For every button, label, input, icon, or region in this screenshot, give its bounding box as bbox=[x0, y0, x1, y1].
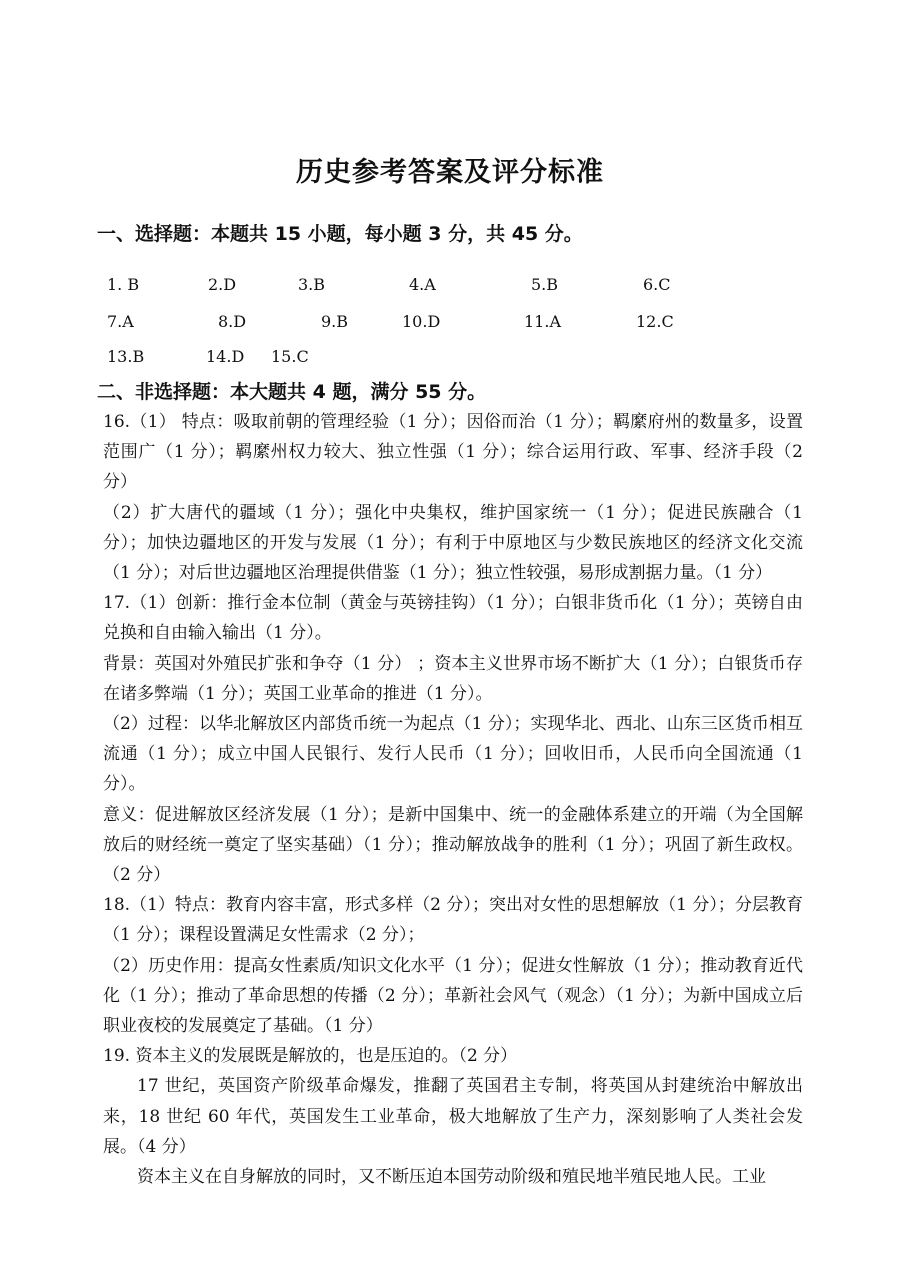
answer-item: 14.D bbox=[206, 347, 245, 366]
answer-item: 11.A bbox=[524, 312, 561, 331]
answer-paragraph-19-thesis: 19. 资本主义的发展既是解放的，也是压迫的。（2 分） bbox=[103, 1046, 518, 1067]
answer-item: 4.A bbox=[409, 275, 436, 294]
section-heading-non-choice: 二、非选择题：本大题共 4 题，满分 55 分。 bbox=[97, 381, 487, 403]
answer-paragraph-17-background: 背景：英国对外殖民扩张和争夺（1 分） ；资本主义世界市场不断扩大（1 分）；白银货币存在诸多弊端（1 分）；英国工业革命的推进（1 分）。 bbox=[103, 653, 803, 704]
answer-item: 10.D bbox=[402, 312, 441, 331]
page-title: 历史参考答案及评分标准 bbox=[296, 157, 604, 188]
answer-item: 8.D bbox=[218, 312, 247, 331]
answer-paragraph-17-1: 17.（1）创新：推行金本位制（黄金与英镑挂钩）（1 分）；白银非货币化（1 分）；英镑自由兑换和自由输入输出（1 分）。 bbox=[103, 593, 803, 644]
answer-item: 7.A bbox=[107, 312, 134, 331]
answer-item: 13.B bbox=[107, 347, 145, 366]
answer-item: 12.C bbox=[636, 312, 674, 331]
answer-item: 6.C bbox=[643, 275, 671, 294]
answer-item: 2.D bbox=[208, 275, 237, 294]
section-heading-multiple-choice: 一、选择题：本题共 15 小题，每小题 3 分，共 45 分。 bbox=[97, 223, 583, 245]
answer-paragraph-17-significance: 意义：促进解放区经济发展（1 分）；是新中国集中、统一的金融体系建立的开端（为全国解放后的财经统一奠定了坚实基础）（1 分）；推动解放战争的胜利（1 分）；巩固了新生政权。（2 分） bbox=[103, 804, 803, 886]
answer-paragraph-19-liberation: 17 世纪，英国资产阶级革命爆发，推翻了英国君主专制，将英国从封建统治中解放出来，18 世纪 60 年代，英国发生工业革命，极大地解放了生产力，深刻影响了人类社会发展。（4 分） bbox=[103, 1076, 803, 1157]
answer-item: 1. B bbox=[107, 275, 140, 294]
answer-paragraph-18-2: （2）历史作用：提高女性素质/知识文化水平（1 分）；促进女性解放（1 分）；推动教育近代化（1 分）；推动了革命思想的传播（2 分）；革新社会风气（观念）（1 分）；为新中国成立后职业夜校的发展奠定了基础。（1 分） bbox=[103, 955, 803, 1037]
answer-paragraph-16-2: （2）扩大唐代的疆域（1 分）；强化中央集权，维护国家统一（1 分）；促进民族融合（1 分）；加快边疆地区的开发与发展（1 分）；有利于中原地区与少数民族地区的经济文化交流（1 分）；对后世边疆地区治理提供借鉴（1 分）；独立性较强，易形成割据力量。（1 分） bbox=[103, 502, 803, 584]
answer-item: 3.B bbox=[298, 275, 326, 294]
answer-paragraph-17-2: （2）过程：以华北解放区内部货币统一为起点（1 分）；实现华北、西北、山东三区货币相互流通（1 分）；成立中国人民银行、发行人民币（1 分）；回收旧币，人民币向全国流通（1 分）。 bbox=[103, 714, 803, 795]
answer-paragraph-16-1: 16.（1） 特点：吸取前朝的管理经验（1 分）；因俗而治（1 分）；羁縻府州的数量多，设置范围广（1 分）；羁縻州权力较大、独立性强（1 分）；综合运用行政、军事、经济手段（2 分） bbox=[103, 412, 803, 493]
answer-item: 9.B bbox=[321, 312, 349, 331]
answer-item: 15.C bbox=[271, 347, 309, 366]
answer-content bbox=[103, 407, 803, 1192]
answer-paragraph-18-1: 18.（1）特点：教育内容丰富，形式多样（2 分）；突出对女性的思想解放（1 分）；分层教育（1 分）；课程设置满足女性需求（2 分）； bbox=[103, 895, 803, 946]
answer-item: 5.B bbox=[531, 275, 559, 294]
answer-paragraph-19-oppression: 资本主义在自身解放的同时，又不断压迫本国劳动阶级和殖民地半殖民地人民。工业 bbox=[137, 1167, 766, 1188]
